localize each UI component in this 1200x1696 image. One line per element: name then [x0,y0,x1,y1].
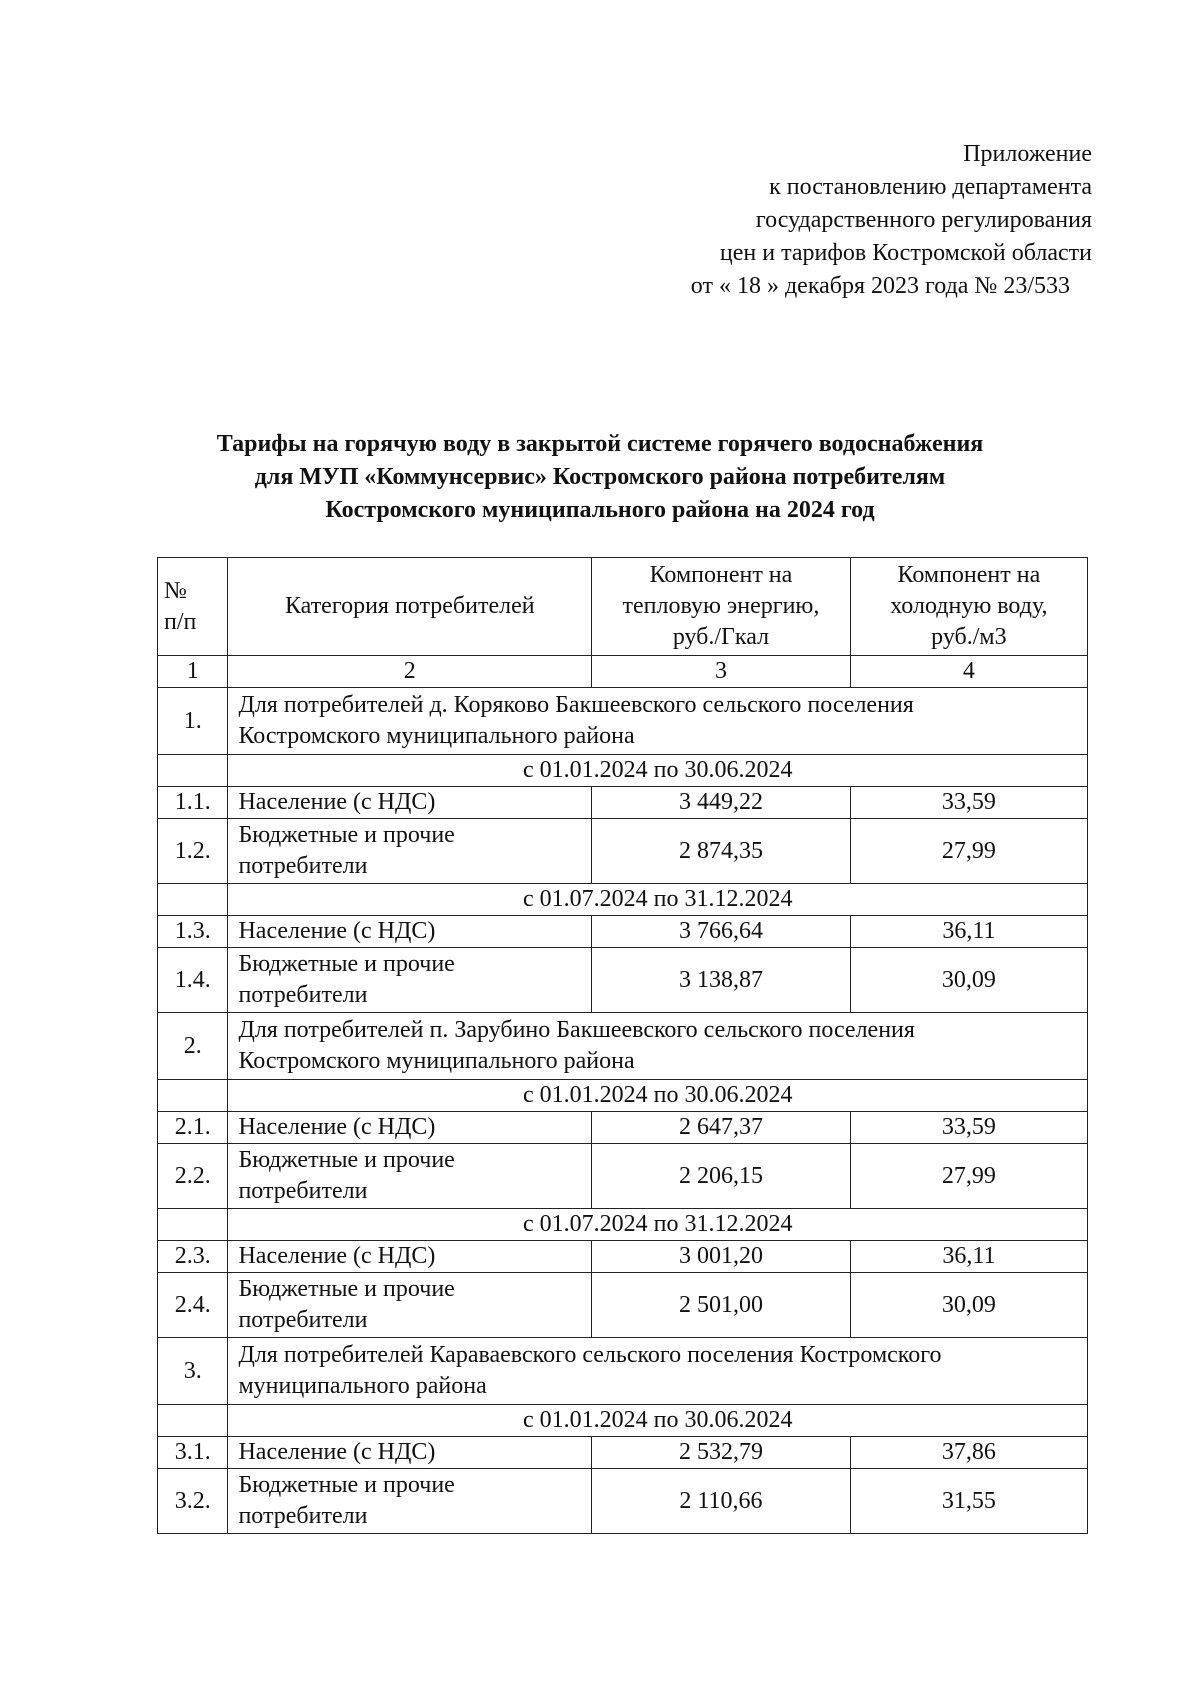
row-number: 1.2. [158,819,228,884]
period-row [158,884,1088,916]
column-number: 3 [592,656,851,688]
header-water-component [850,558,1087,656]
heat-tariff-value: 3 001,20 [592,1241,851,1273]
row-number: 2.4. [158,1273,228,1338]
header-category: Категория потребителей [228,558,592,656]
water-tariff-value: 27,99 [850,819,1087,884]
appendix-line: к постановлению департамента [769,174,1092,200]
header-water-line: холодную воду, [890,593,1048,619]
category-line: потребители [238,982,368,1008]
empty-cell [158,1405,228,1437]
water-tariff-value: 30,09 [850,1273,1087,1338]
water-tariff-value: 33,59 [850,787,1087,819]
tariff-table [157,557,1088,1534]
table-row [158,1144,1088,1209]
group-title-line: муниципального района [238,1373,487,1399]
heat-tariff-value: 2 647,37 [592,1112,851,1144]
empty-cell [158,1080,228,1112]
title-line: для МУП «Коммунсервис» Костромского района потребителям [254,464,946,490]
period-label: с 01.07.2024 по 31.12.2024 [228,1209,1088,1241]
category-cell [228,1144,592,1209]
header-heat-line: руб./Гкал [672,624,770,650]
row-number: 1. [158,688,228,755]
water-tariff-value: 30,09 [850,948,1087,1013]
document-title [110,428,1090,527]
row-number: 1.3. [158,916,228,948]
period-row [158,1405,1088,1437]
column-number: 2 [228,656,592,688]
appendix-line: цен и тарифов Костромской области [719,240,1092,266]
table-row [158,1241,1088,1273]
row-number: 2. [158,1013,228,1080]
heat-tariff-value: 3 449,22 [592,787,851,819]
group-title [228,1013,1088,1080]
table-row [158,1112,1088,1144]
appendix-block [691,138,1092,303]
header-heat-line: тепловую энергию, [622,593,820,619]
period-label: с 01.01.2024 по 30.06.2024 [228,755,1088,787]
table-row [158,787,1088,819]
category-line: потребители [238,1307,368,1333]
title-line: Тарифы на горячую воду в закрытой системе горячего водоснабжения [216,431,984,457]
category-line: Бюджетные и прочие [238,951,455,977]
title-line: Костромского муниципального района на 2024 год [325,497,875,523]
header-water-line: руб./м3 [931,624,1007,650]
category-line: потребители [238,1178,368,1204]
row-number: 2.2. [158,1144,228,1209]
heat-tariff-value: 3 138,87 [592,948,851,1013]
appendix-line: от « 18 » декабря 2023 года № 23/533 [690,273,1070,299]
period-label: с 01.01.2024 по 30.06.2024 [228,1080,1088,1112]
category-line: Бюджетные и прочие [238,822,455,848]
category-line: потребители [238,853,368,879]
category-line: Бюджетные и прочие [238,1472,455,1498]
category-line: потребители [238,1503,368,1529]
row-number: 1.4. [158,948,228,1013]
appendix-line: государственного регулирования [755,207,1092,233]
group-title-line: Для потребителей д. Коряково Бакшеевского сельского поселения [238,692,914,718]
column-number: 4 [850,656,1087,688]
header-water-line: Компонент на [897,562,1041,588]
table-row [158,1437,1088,1469]
group-title [228,688,1088,755]
water-tariff-value: 37,86 [850,1437,1087,1469]
row-number: 3. [158,1338,228,1405]
heat-tariff-value: 2 874,35 [592,819,851,884]
group-title-line: Для потребителей п. Зарубино Бакшеевского сельского поселения [238,1017,915,1043]
water-tariff-value: 27,99 [850,1144,1087,1209]
table-row [158,1273,1088,1338]
group-row [158,688,1088,755]
category-cell: Население (с НДС) [228,1112,592,1144]
appendix-line: Приложение [963,141,1092,167]
group-row [158,1013,1088,1080]
category-cell [228,1273,592,1338]
water-tariff-value: 31,55 [850,1469,1087,1534]
group-title-line: Костромского муниципального района [238,1048,635,1074]
water-tariff-value: 36,11 [850,916,1087,948]
row-number: 3.1. [158,1437,228,1469]
header-num-line: п/п [164,608,197,635]
period-label: с 01.01.2024 по 30.06.2024 [228,1405,1088,1437]
group-row [158,1338,1088,1405]
period-row [158,755,1088,787]
period-row [158,1209,1088,1241]
header-num-line: № [164,577,187,604]
header-heat-component [592,558,851,656]
header-heat-line: Компонент на [649,562,793,588]
column-number: 1 [158,656,228,688]
category-cell [228,948,592,1013]
group-title-line: Костромского муниципального района [238,723,635,749]
category-cell [228,1469,592,1534]
category-cell: Население (с НДС) [228,916,592,948]
heat-tariff-value: 2 206,15 [592,1144,851,1209]
group-title [228,1338,1088,1405]
row-number: 1.1. [158,787,228,819]
row-number: 2.1. [158,1112,228,1144]
empty-cell [158,1209,228,1241]
empty-cell [158,755,228,787]
table-header-row [158,558,1088,656]
category-line: Бюджетные и прочие [238,1276,455,1302]
row-number: 3.2. [158,1469,228,1534]
table-row [158,1469,1088,1534]
period-label: с 01.07.2024 по 31.12.2024 [228,884,1088,916]
table-row [158,948,1088,1013]
period-row [158,1080,1088,1112]
category-cell: Население (с НДС) [228,787,592,819]
category-cell: Население (с НДС) [228,1437,592,1469]
category-cell [228,819,592,884]
column-number-row [158,656,1088,688]
header-num [158,558,228,656]
heat-tariff-value: 2 501,00 [592,1273,851,1338]
group-title-line: Для потребителей Караваевского сельского поселения Костромского [238,1342,942,1368]
empty-cell [158,884,228,916]
category-line: Бюджетные и прочие [238,1147,455,1173]
heat-tariff-value: 2 532,79 [592,1437,851,1469]
water-tariff-value: 33,59 [850,1112,1087,1144]
category-cell: Население (с НДС) [228,1241,592,1273]
heat-tariff-value: 3 766,64 [592,916,851,948]
heat-tariff-value: 2 110,66 [592,1469,851,1534]
table-row [158,916,1088,948]
row-number: 2.3. [158,1241,228,1273]
table-row [158,819,1088,884]
water-tariff-value: 36,11 [850,1241,1087,1273]
